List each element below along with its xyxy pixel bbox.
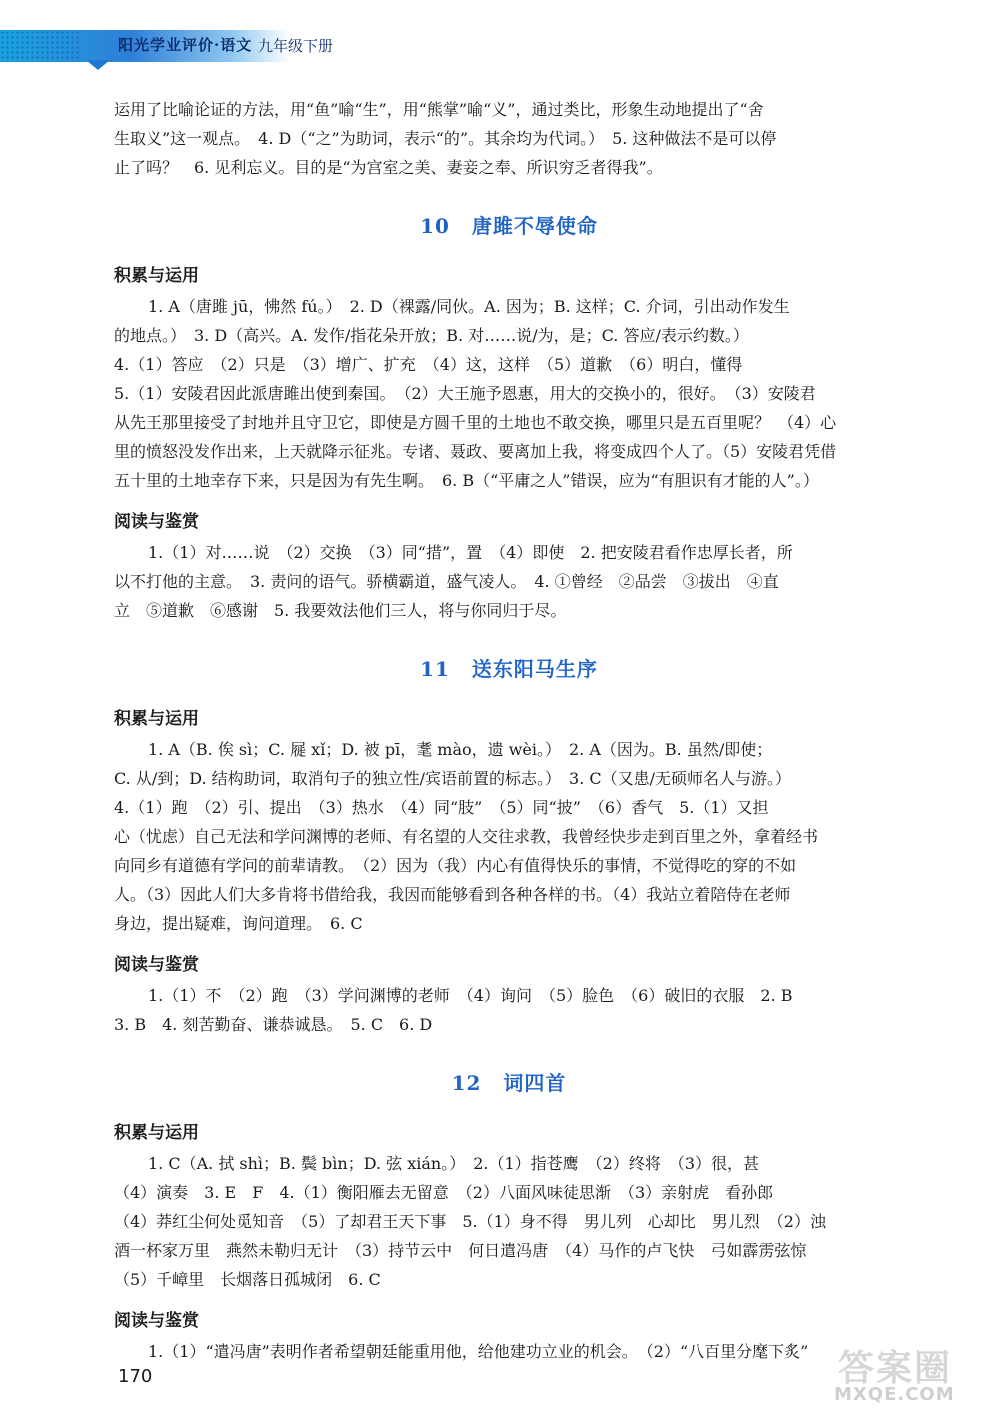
series-title: 阳光学业评价·语文 [118, 36, 253, 54]
section-heading: 积累与运用 [114, 1123, 199, 1143]
section-heading: 积累与运用 [114, 266, 199, 286]
lesson-title [114, 653, 904, 682]
answer-line: 向同乡有道德有学问的前辈请教。 （2）因为（我）内心有值得快乐的事情，不觉得吃的穿的不如 [114, 856, 797, 875]
answer-line: 4.（1）答应 （2）只是 （3）增广、扩充 （4）这，这样 （5）道歉 （6）明白，懂得 [114, 355, 743, 374]
answer-line: C. 从/到；D. 结构助词，取消句子的独立性/宾语前置的标志。） 3. C（又患/无硕师名人与游。） [114, 769, 792, 788]
answer-line: 1. C（A. 拭 shì；B. 鬓 bìn；D. 弦 xián。） 2.（1）指苍鹰 （2）终将 （3）很，甚 [148, 1154, 760, 1173]
lesson-name: 唐雎不辱使命 [471, 214, 598, 238]
lesson-title [114, 1067, 904, 1096]
answer-line: 立 ⑤道歉 ⑥感谢 5. 我要效法他们三人，将与你同归于尽。 [114, 601, 567, 620]
lesson-number: 10 [420, 214, 450, 238]
answer-line: （5）千嶂里 长烟落日孤城闭 6. C [114, 1270, 381, 1289]
answer-line: （4）莽红尘何处觅知音 （5）了却君王天下事 5.（1）身不得 男儿列 心却比 男儿烈 （2）浊 [114, 1212, 826, 1231]
answer-line: 1.（1）“遣冯唐”表明作者希望朝廷能重用他，给他建功立业的机会。 （2）“八百里分麾下炙” [148, 1342, 809, 1361]
lesson-name: 词四首 [503, 1071, 567, 1095]
answer-line: 里的愤怒没发作出来，上天就降示征兆。专诸、聂政、要离加上我，将变成四个人了。（5）安陵君凭借 [114, 442, 837, 461]
watermark-top-text: 答案圈 [838, 1348, 953, 1389]
answer-line: 1.（1）对……说 （2）交换 （3）同“措”，置 （4）即使 2. 把安陵君看作忠厚长者，所 [148, 543, 793, 562]
answer-line: 的地点。） 3. D（高兴。A. 发作/指花朵开放；B. 对……说/为，是；C. 答应/表示约数。） [114, 326, 749, 345]
page-number: 170 [118, 1366, 153, 1387]
answer-line: 五十里的土地幸存下来，只是因为有先生啊。 6. B（“平庸之人”错误，应为“有胆识有才能的人”。） [114, 471, 819, 490]
answer-line: 1.（1）不 （2）跑 （3）学问渊博的老师 （4）询问 （5）脸色 （6）破旧的衣服 2. B [148, 986, 793, 1005]
answer-line: 以不打他的主意。 3. 责问的语气。骄横霸道，盛气凌人。 4. ①曾经 ②品尝 ③拔出 ④直 [114, 572, 779, 591]
header-dot-pattern [0, 30, 80, 62]
answer-line: 5.（1）安陵君因此派唐雎出使到秦国。 （2）大王施予恩惠，用大的交换小的，很好。 （3）安陵君 [114, 384, 816, 403]
intro-line: 生取义”这一观点。 4. D（“之”为助词，表示“的”。其余均为代词。） 5. 这种做法不是可以停 [114, 129, 777, 148]
answer-line: 酒一杯家万里 燕然未勒归无计 （3）持节云中 何日遣冯唐 （4）马作的卢飞快 弓如霹雳弦惊 [114, 1241, 807, 1260]
answer-line: 从先王那里接受了封地并且守卫它，即使是方圆千里的土地也不敢交换，哪里只是五百里呢？ （4）心 [114, 413, 837, 432]
answer-line: 身边，提出疑难，询问道理。 6. C [114, 914, 363, 933]
lesson-number: 11 [420, 657, 450, 681]
section-heading: 阅读与鉴赏 [114, 1311, 199, 1331]
answer-line: 心（忧虑）自己无法和学问渊博的老师、有名望的人交往求教，我曾经快步走到百里之外，拿着经书 [114, 827, 819, 846]
watermark-bottom-text: MXQE.COM [834, 1384, 955, 1405]
intro-line: 运用了比喻论证的方法，用“鱼”喻“生”，用“熊掌”喻“义”，通过类比，形象生动地提出了“舍 [114, 100, 764, 119]
lesson-title [114, 210, 904, 239]
lesson-number: 12 [451, 1071, 482, 1095]
section-heading: 阅读与鉴赏 [114, 512, 199, 532]
intro-line: 止了吗？ 6. 见利忘义。目的是“为宫室之美、妻妾之奉、所识穷乏者得我”。 [114, 158, 663, 177]
answer-line: 4.（1）跑 （2）引、提出 （3）热水 （4）同“肢” （5）同“披” （6）香气 5.（1）又担 [114, 798, 769, 817]
watermark-logo [830, 1340, 985, 1410]
page-content [114, 95, 904, 1366]
section-heading: 阅读与鉴赏 [114, 955, 199, 975]
answer-line: 人。（3）因此人们大多肯将书借给我，我因而能够看到各种各样的书。（4）我站立着陪侍在老师 [114, 885, 791, 904]
grade-label: 九年级下册 [258, 37, 334, 55]
answer-line: （4）演奏 3. E F 4.（1）衡阳雁去无留意 （2）八面风味徒思渐 （3）亲射虎 看孙郎 [114, 1183, 774, 1202]
section-heading: 积累与运用 [114, 709, 199, 729]
lesson-name: 送东阳马生序 [471, 657, 598, 681]
answer-line: 1. A（B. 俟 sì；C. 屣 xǐ；D. 被 pī，耄 mào，遗 wèi。） 2. A（因为。B. 虽然/即使； [148, 740, 773, 759]
answer-line: 3. B 4. 刻苦勤奋、谦恭诚恳。 5. C 6. D [114, 1015, 433, 1034]
header-tab-marker [86, 60, 110, 70]
answer-line: 1. A（唐雎 jū，怫然 fú。） 2. D（裸露/同伙。A. 因为；B. 这样；C. 介词，引出动作发生 [148, 297, 790, 316]
